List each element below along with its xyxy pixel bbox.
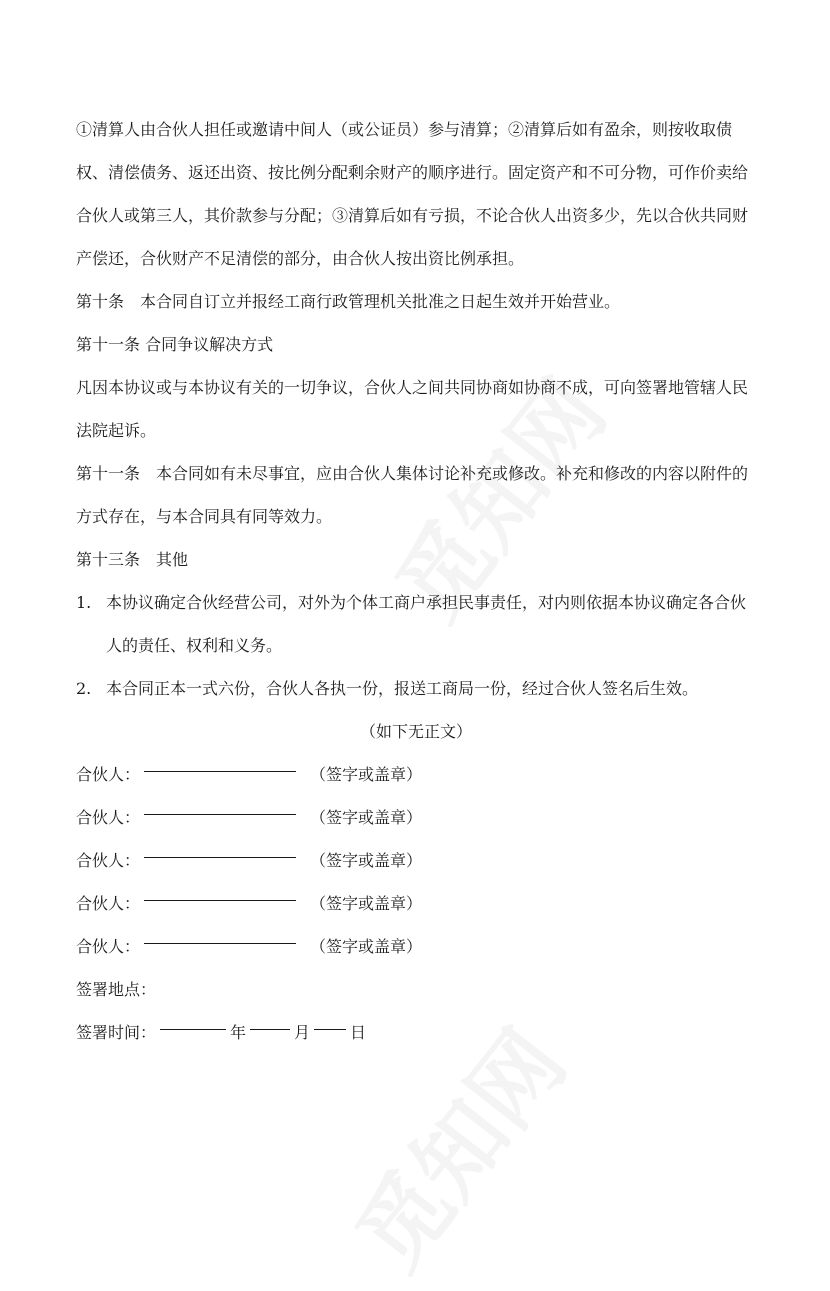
sign-place: 签署地点：	[76, 980, 157, 999]
signature-row	[76, 925, 756, 968]
partner-label: 合伙人：	[76, 851, 141, 870]
article-11-title: 第十一条 合同争议解决方式	[76, 335, 274, 354]
day-field[interactable]	[314, 1005, 346, 1030]
partner-label: 合伙人：	[76, 937, 141, 956]
year-field[interactable]	[160, 1005, 226, 1030]
list-item-number: 1.	[76, 593, 92, 612]
signature-field[interactable]	[144, 876, 296, 901]
document-page	[76, 108, 756, 1054]
signature-note: （签字或盖章）	[310, 808, 423, 827]
list-item	[76, 667, 756, 710]
signature-note: （签字或盖章）	[310, 937, 423, 956]
article-10: 第十条 本合同自订立并报经工商行政管理机关批准之日起生效并开始营业。	[76, 292, 621, 311]
signature-note: （签字或盖章）	[310, 894, 423, 913]
partner-label: 合伙人：	[76, 808, 141, 827]
signature-note: （签字或盖章）	[310, 765, 423, 784]
list-item-number: 2.	[76, 679, 92, 698]
signature-note: （签字或盖章）	[310, 851, 423, 870]
year-label: 年	[230, 1023, 247, 1042]
article-11b: 第十一条 本合同如有未尽事宜，应由合伙人集体讨论补充或修改。补充和修改的内容以附件的方式存在，与本合同具有同等效力。	[76, 464, 749, 526]
month-field[interactable]	[250, 1005, 290, 1030]
signature-field[interactable]	[144, 833, 296, 858]
day-label: 日	[350, 1023, 367, 1042]
article-13-title: 第十三条 其他	[76, 550, 189, 569]
month-label: 月	[294, 1023, 311, 1042]
signature-field[interactable]	[144, 790, 296, 815]
article-11-body: 凡因本协议或与本协议有关的一切争议，合伙人之间共同协商如协商不成，可向签署地管辖人民法院起诉。	[76, 378, 749, 440]
no-more-text-note: （如下无正文）	[359, 722, 472, 741]
signature-field[interactable]	[144, 919, 296, 944]
partner-label: 合伙人：	[76, 765, 141, 784]
list-item-text: 本协议确定合伙经营公司，对外为个体工商户承担民事责任，对内则依据本协议确定各合伙人的责任、权利和义务。	[106, 593, 747, 655]
settlement-paragraph: ①清算人由合伙人担任或邀请中间人（或公证员）参与清算；②清算后如有盈余，则按收取债权、清偿债务、返还出资、按比例分配剩余财产的顺序进行。固定资产和不可分物，可作价卖给合伙人或第三人，其价款参与分配；③清算后如有亏损，不论合伙人出资多少，先以合伙共同财产偿还，合伙财产不足清偿的部分，由合伙人按出资比例承担。	[76, 120, 749, 268]
signature-field[interactable]	[144, 747, 296, 772]
list-item-text: 本合同正本一式六份，合伙人各执一份，报送工商局一份，经过合伙人签名后生效。	[106, 679, 699, 698]
sign-time-label: 签署时间：	[76, 1023, 157, 1042]
sign-time	[76, 1011, 756, 1054]
partner-label: 合伙人：	[76, 894, 141, 913]
list-item	[76, 581, 756, 667]
